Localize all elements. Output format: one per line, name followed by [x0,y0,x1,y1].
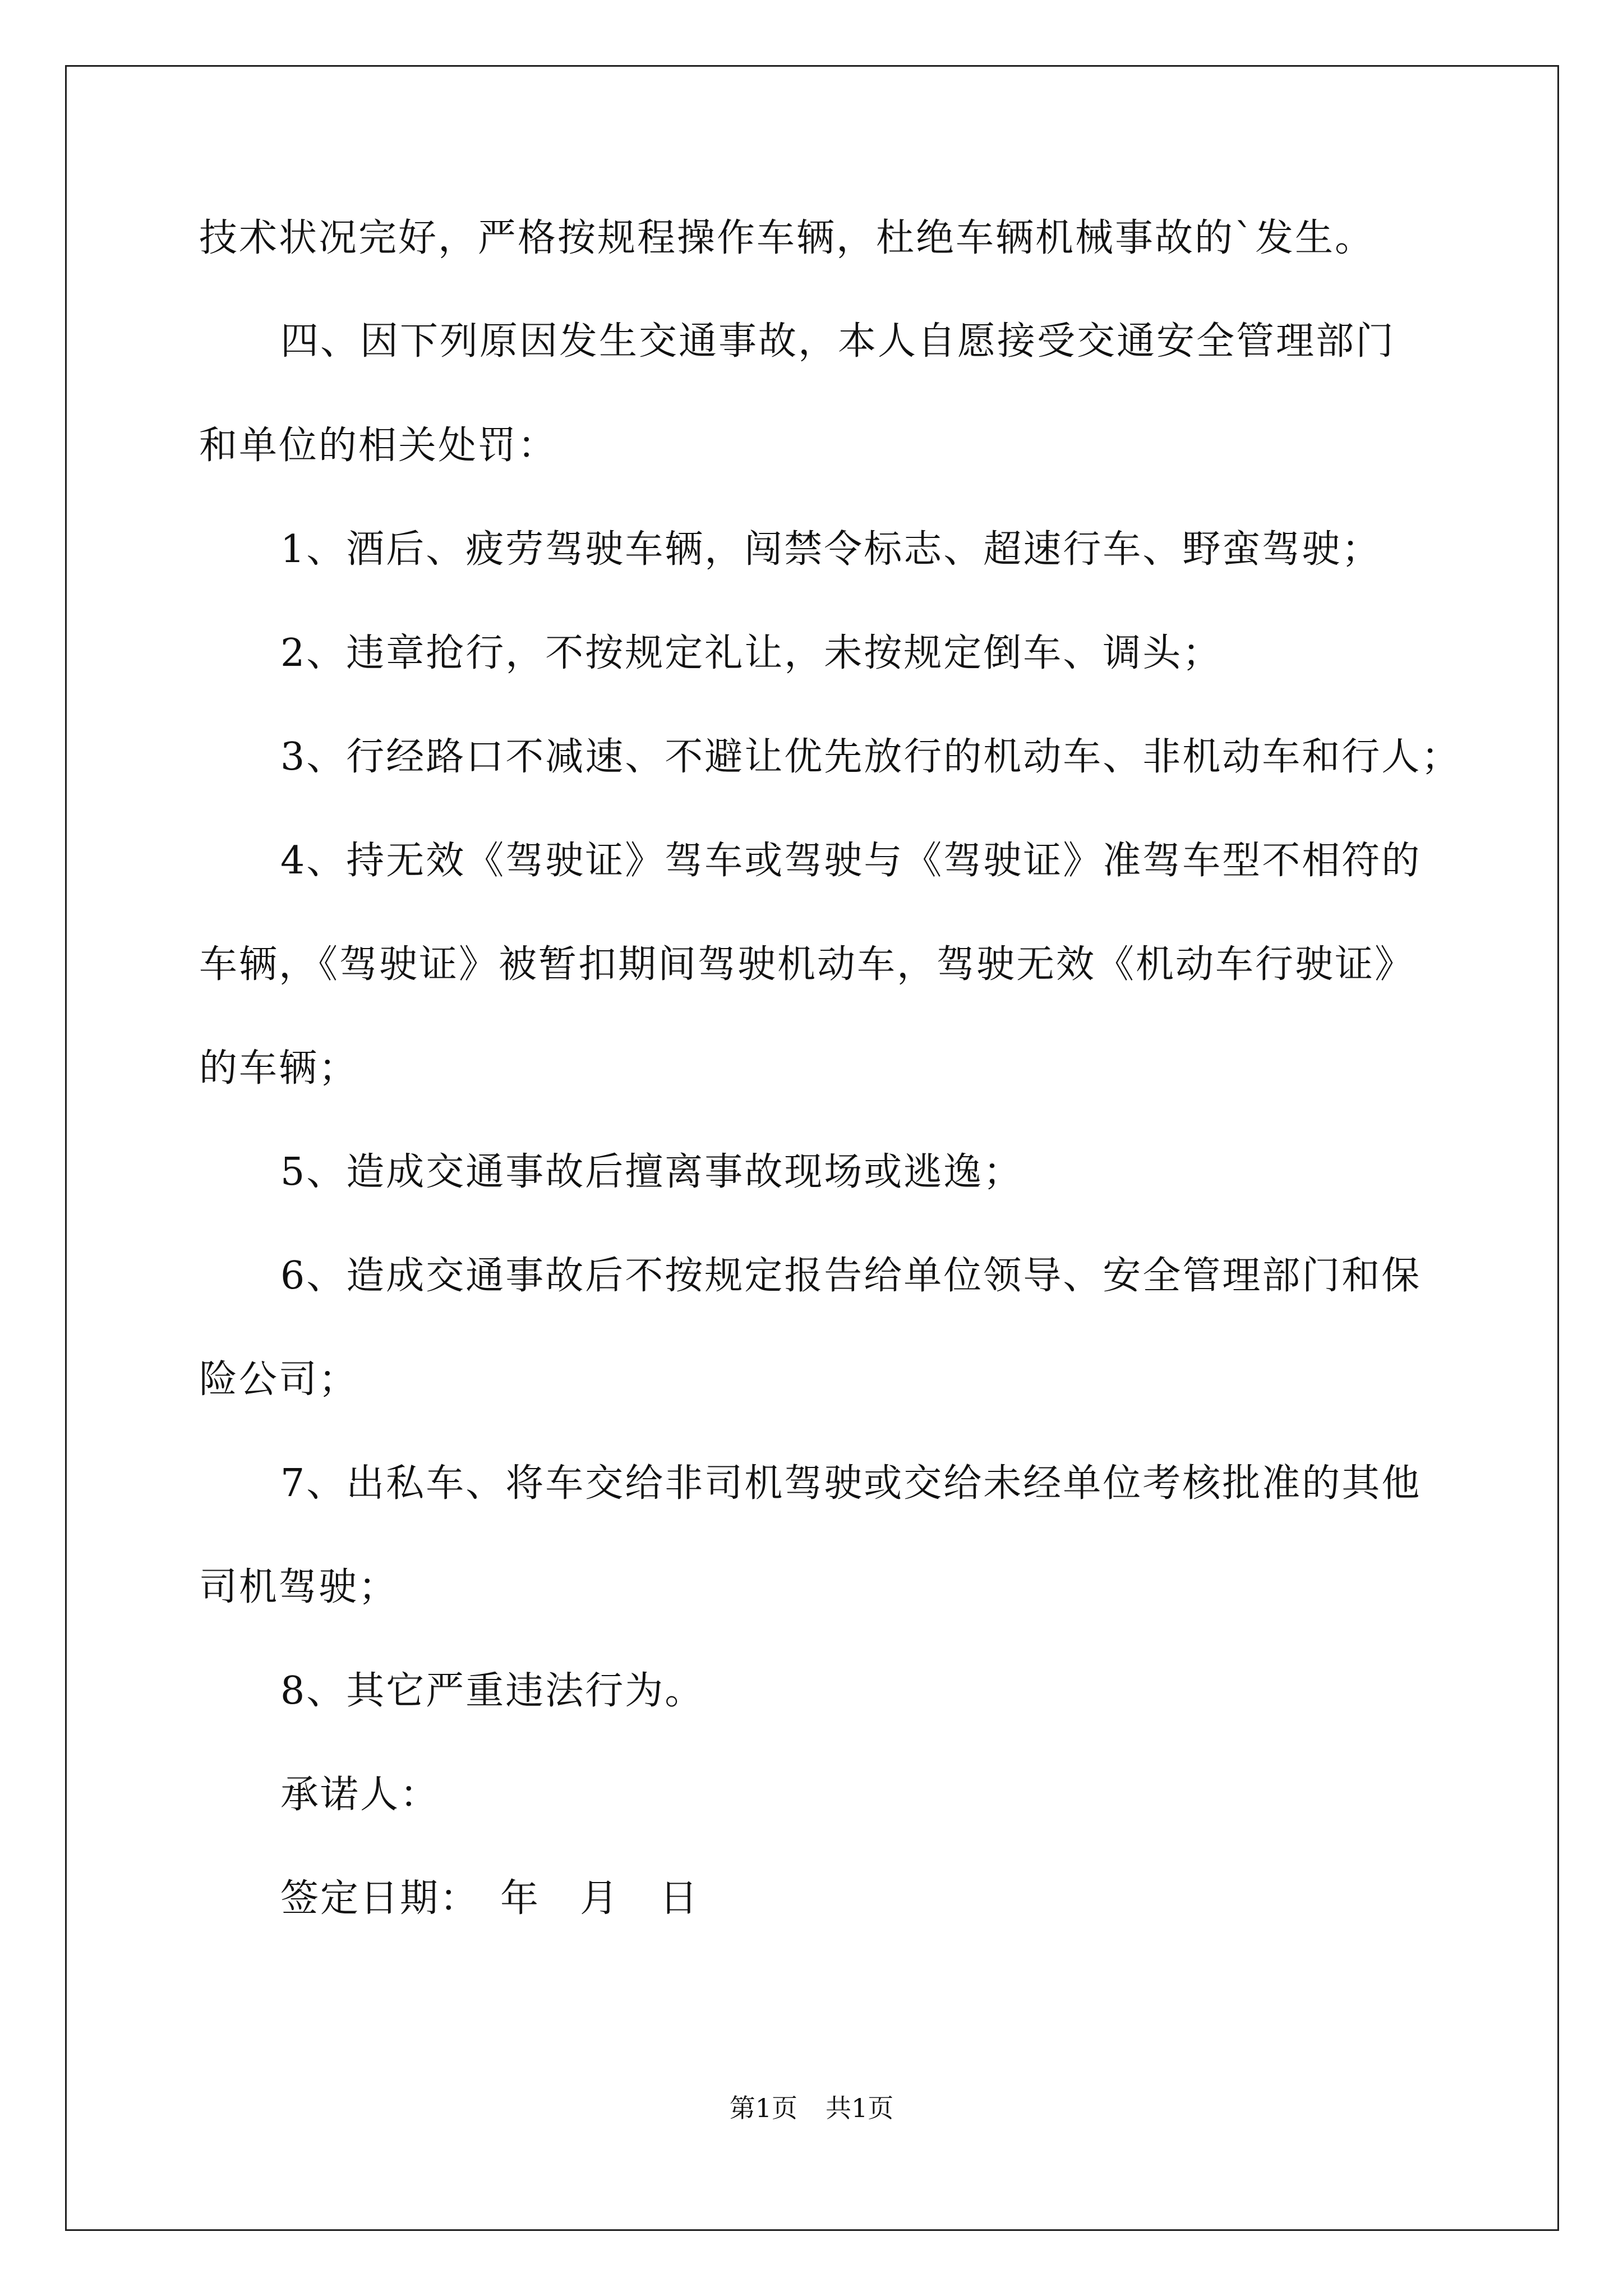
list-item: 8、其它严重违法行为。 [280,1669,705,1713]
signatory-label: 承诺人： [280,1773,440,1817]
page-footer [0,2091,1623,2125]
list-item: 1、酒后、疲劳驾驶车辆，闯禁令标志、超速行车、野蛮驾驶； [280,527,1382,572]
page-total: 共1页 [826,2093,894,2123]
list-item: 7、出私车、将车交给非司机驾驶或交给未经单位考核批准的其他 [280,1461,1422,1506]
paragraph-line: 技术状况完好，严格按规程操作车辆，杜绝车辆机械事故的`发生。 [199,216,1375,260]
list-item: 3、行经路口不减速、不避让优先放行的机动车、非机动车和行人； [280,735,1461,779]
list-item: 2、违章抢行，不按规定礼让，未按规定倒车、调头； [280,631,1223,675]
signing-date-label: 签定日期： 年 月 日 [280,1876,700,1921]
paragraph-line: 险公司； [199,1358,359,1402]
list-item: 4、持无效《驾驶证》驾车或驾驶与《驾驶证》准驾车型不相符的 [280,839,1422,883]
paragraph-line: 的车辆； [199,1046,359,1091]
paragraph-line: 和单位的相关处罚： [199,424,558,468]
page-number: 第1页 [729,2093,797,2123]
paragraph-line: 四、因下列原因发生交通事故，本人自愿接受交通安全管理部门 [280,319,1396,364]
list-item: 5、造成交通事故后擅离事故现场或逃逸； [280,1150,1023,1194]
paragraph-line: 司机驾驶； [199,1565,399,1609]
paragraph-line: 车辆，《驾驶证》被暂扣期间驾驶机动车，驾驶无效《机动车行驶证》 [199,942,1415,987]
list-item: 6、造成交通事故后不按规定报告给单位领导、安全管理部门和保 [280,1254,1422,1298]
